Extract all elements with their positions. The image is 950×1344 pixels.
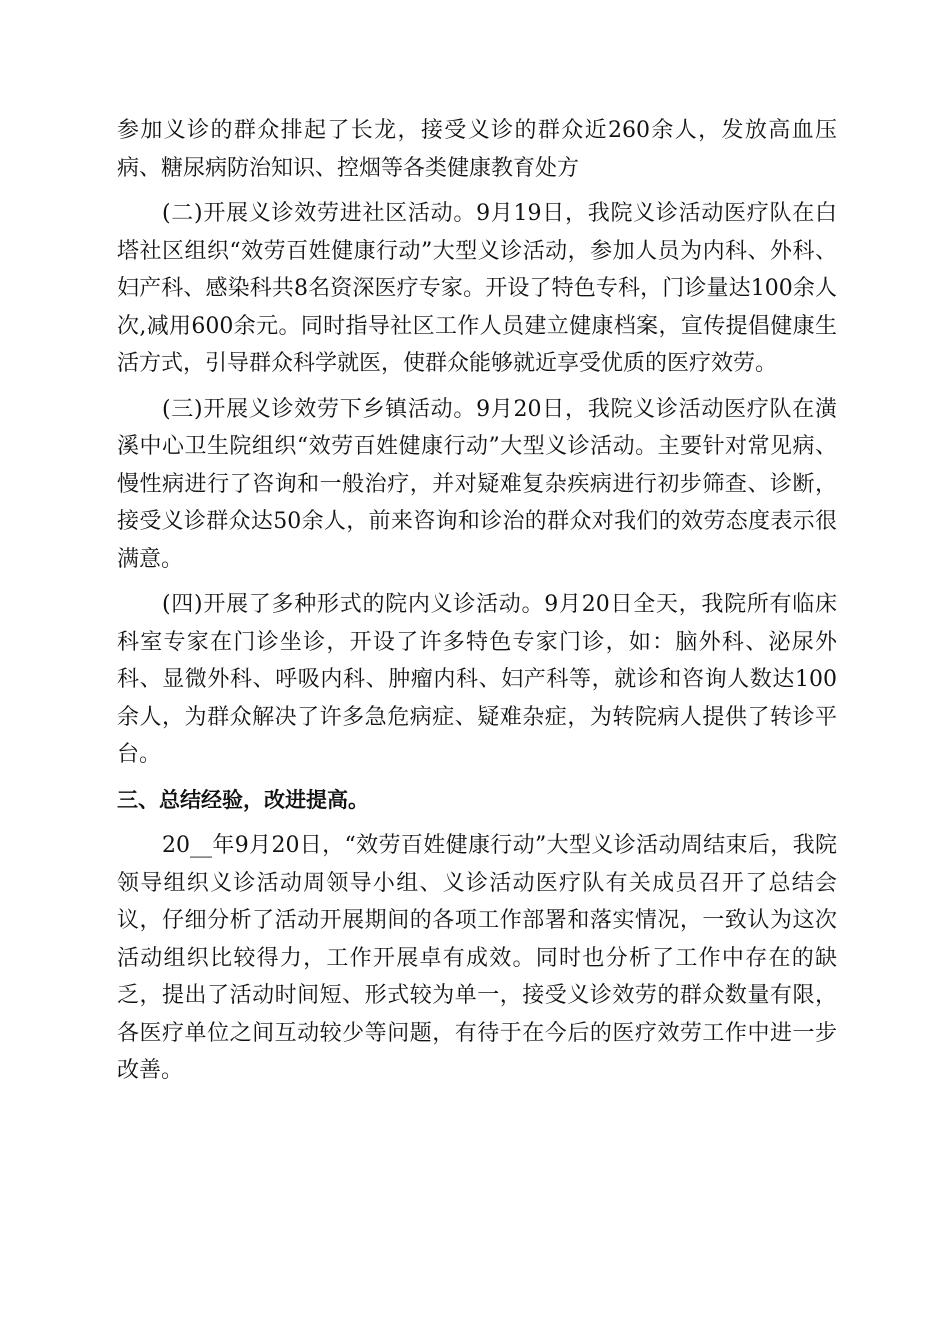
document-body (117, 112, 837, 1090)
paragraph-township-clinic: (三)开展义诊效劳下乡镇活动。9月20日，我院义诊活动医疗队在潢溪中心卫生院组织“效劳百姓健康行动”大型义诊活动。主要针对常见病、慢性病进行了咨询和一般治疗，并对疑难复杂疾病进行初步筛查、诊断，接受义诊群众达50余人，前来咨询和诊治的群众对我们的效劳态度表示很满意。 (117, 396, 837, 572)
paragraph-continuation: 参加义诊的群众排起了长龙，接受义诊的群众近260余人，发放高血压病、糖尿病防治知识、控烟等各类健康教育处方 (117, 118, 837, 181)
paragraph-hospital-clinic: (四)开展了多种形式的院内义诊活动。9月20日全天，我院所有临床科室专家在门诊坐诊，开设了许多特色专家门诊，如：脑外科、泌尿外科、显微外科、呼吸内科、肿瘤内科、妇产科等，就诊和咨询人数达100余人，为群众解决了许多急危病症、疑难杂症，为转院病人提供了转诊平台。 (117, 592, 837, 767)
paragraph-summary: 20__年9月20日，“效劳百姓健康行动”大型义诊活动周结束后，我院领导组织义诊活动周领导小组、义诊活动医疗队有关成员召开了总结会议，仔细分析了活动开展期间的各项工作部署和落实情况，一致认为这次活动组织比较得力，工作开展卓有成效。同时也分析了工作中存在的缺乏，提出了活动时间短、形式较为单一，接受义诊效劳的群众数量有限，各医疗单位之间互动较少等问题，有待于在今后的医疗效劳工作中进一步改善。 (117, 833, 837, 1083)
paragraph-community-clinic: (二)开展义诊效劳进社区活动。9月19日，我院义诊活动医疗队在白塔社区组织“效劳百姓健康行动”大型义诊活动，参加人员为内科、外科、妇产科、感染科共8名资深医疗专家。开设了特色专科，门诊量达100余人次,减用600余元。同时指导社区工作人员建立健康档案，宣传提倡健康生活方式，引导群众科学就医，使群众能够就近享受优质的医疗效劳。 (117, 201, 837, 376)
section-heading: 三、总结经验，改进提高。 (117, 787, 369, 812)
